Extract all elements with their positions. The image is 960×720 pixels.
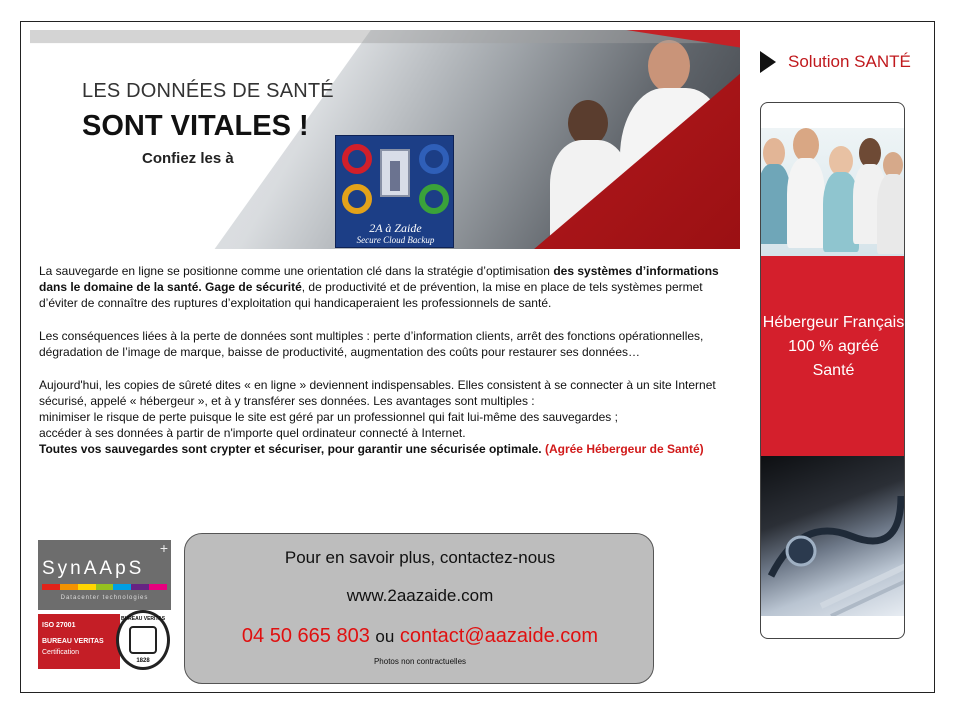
logo-name: 2A à Zaide — [369, 221, 422, 235]
paragraph-2: Les conséquences liées à la perte de données sont multiples : perte d’information clients, arrêt des fonctions opérationnelles, dégradation de l’image de marque, baisse de productivité, augmentation des coûts pour restaurer ses données… — [39, 329, 704, 359]
disclaimer-note: Photos non contractuelles — [373, 657, 467, 666]
paragraph-3-conclusion: Toutes vos sauvegardes sont crypter et sécuriser, pour garantir une sécurisée optimale. (Agrée Hébergeur de Santé) — [39, 442, 704, 456]
paragraph-1: La sauvegarde en ligne se positionne comme une orientation clé dans la stratégie d’optimisation des systèmes d’informations dans le domaine de la santé. Gage de sécurité, de productivité et de prévention, la mise en place de tels systèmes permet d’éviter de connaître des ruptures d’exploitation qui handicaperaient les professionnels de santé. — [39, 264, 719, 310]
certification-label: Certification — [42, 649, 79, 656]
stethoscope-icon — [761, 456, 905, 616]
paragraph-3-point-1: minimiser le risque de perte puisque le site est géré par un professionnel qui fait lui-même des sauvegardes ; — [39, 410, 618, 424]
paragraph-3-point-2: accéder à ses données à partir de n'importe quel ordinateur connecté à Internet. — [39, 426, 466, 440]
accreditation-note: (Agrée Hébergeur de Santé) — [544, 442, 704, 456]
contact-heading: Pour en savoir plus, contactez-nous — [284, 548, 556, 567]
solution-sante-label: Solution SANTÉ — [760, 51, 911, 73]
laptop-stethoscope-photo — [761, 456, 905, 616]
synaaps-brand: SynAApS — [42, 558, 145, 579]
body-text — [39, 263, 729, 457]
logo-tagline: Secure Cloud Backup — [356, 235, 435, 245]
contact-box — [184, 533, 654, 684]
iso-label: ISO 27001 — [42, 622, 76, 629]
paragraph-3: Aujourd'hui, les copies de sûreté dites « en ligne » deviennent indispensables. Elles consistent à se connecter à un site Internet sécurisé, appelé « hébergeur », et à y transférer ses données. Les avantages sont multiples : — [39, 378, 716, 408]
email-link[interactable]: contact@aazaide.com — [399, 625, 599, 647]
2azaide-logo — [335, 135, 454, 248]
bureau-veritas-label: BUREAU VERITAS — [42, 638, 104, 645]
contact-line: 04 50 665 803 ou contact@aazaide.com — [241, 625, 599, 647]
banner-headline: SONT VITALES ! — [82, 110, 309, 142]
sidebar-panel — [760, 102, 905, 639]
synaaps-subtitle: Datacenter technologies — [60, 595, 149, 601]
play-triangle-icon — [760, 51, 776, 73]
banner-line-3: Confiez les à — [142, 150, 234, 167]
banner-line-1: LES DONNÉES DE SANTÉ — [82, 80, 334, 102]
accreditation-line-3: Santé — [812, 362, 855, 379]
color-bars — [42, 584, 167, 590]
plus-icon: + — [159, 540, 168, 556]
medical-staff-photo — [761, 128, 905, 256]
website-link[interactable]: www.2aazaide.com — [346, 586, 494, 605]
synaaps-certification-logo — [38, 540, 171, 673]
accreditation-line-1: Hébergeur Français — [762, 314, 905, 331]
bureau-veritas-seal-icon: BUREAU VERITAS 1828 — [116, 610, 170, 670]
accreditation-panel — [761, 256, 905, 456]
accreditation-line-2: 100 % agréé — [788, 338, 879, 355]
phone-number[interactable]: 04 50 665 803 — [241, 625, 370, 647]
